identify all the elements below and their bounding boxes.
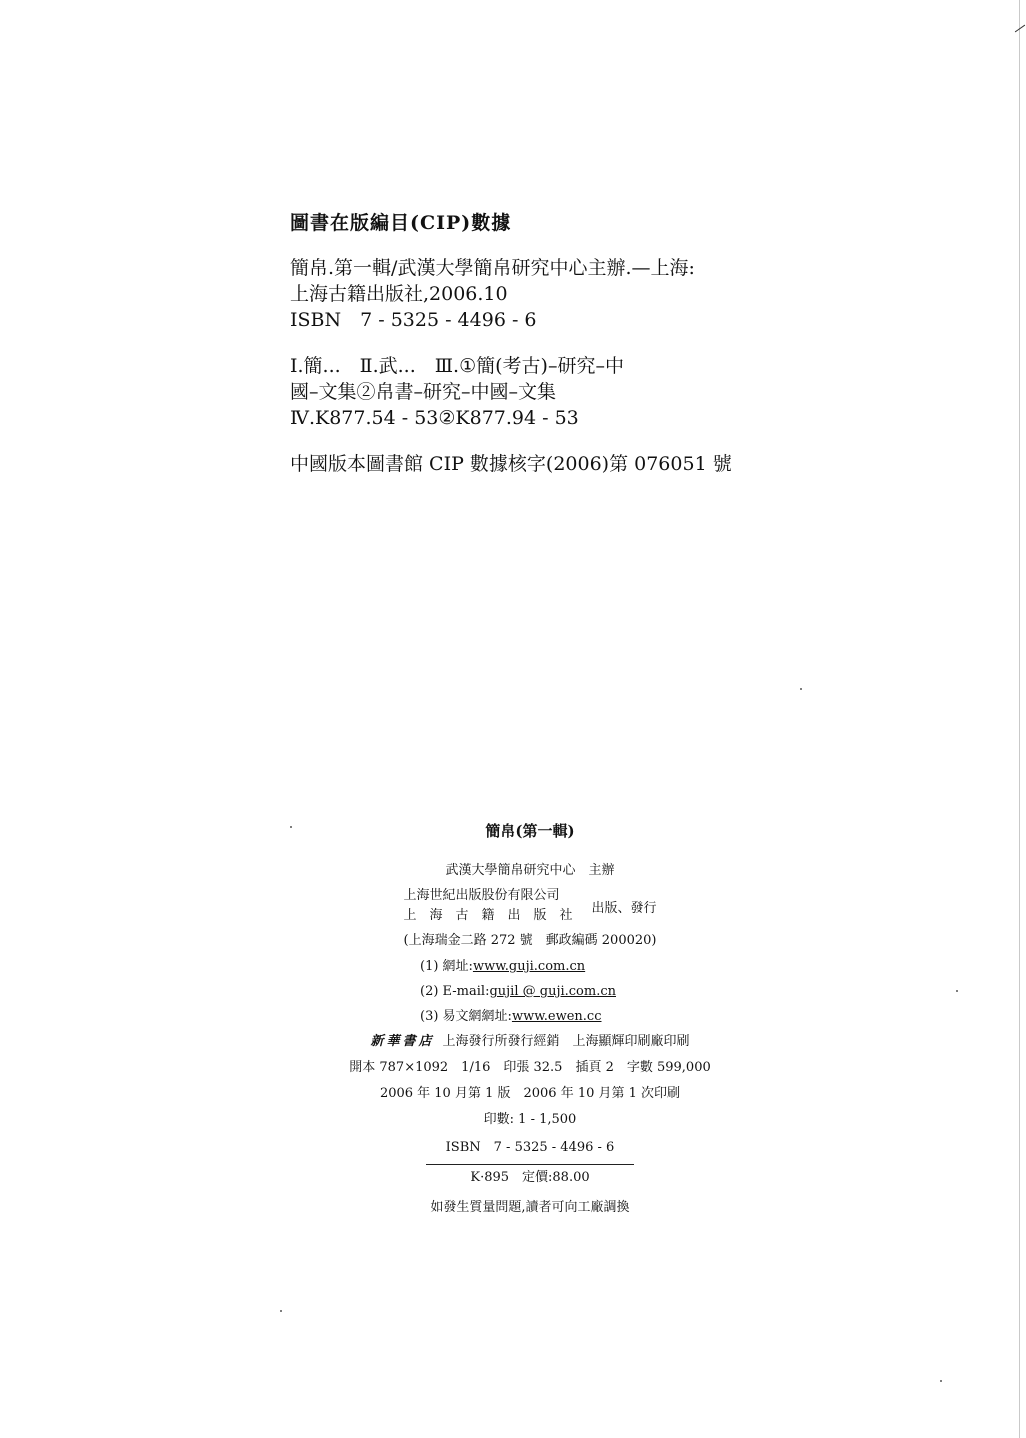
distribution-text: 上海發行所發行經銷 上海顯輝印刷廠印刷: [442, 1034, 690, 1049]
colophon-specs: 開本 787×1092 1/16 印張 32.5 插頁 2 字數 599,000: [349, 1060, 711, 1075]
cip-record-number: 中國版本圖書館 CIP 數據核字(2006)第 076051 號: [290, 453, 732, 475]
web-2-link[interactable]: gujil @ guji.com.cn: [489, 984, 616, 999]
colophon-title: 簡帛(第一輯): [485, 822, 575, 840]
colophon-web-2: [320, 979, 740, 1004]
scan-speck: [956, 990, 958, 992]
cip-data-block: [290, 208, 810, 497]
colophon-web-1: [320, 954, 740, 979]
colophon-isbn-row: [320, 1133, 740, 1159]
scan-speck: [940, 1380, 942, 1382]
colophon-publishers: [320, 884, 740, 928]
scan-speck: [280, 1310, 282, 1312]
scan-speck: [290, 826, 292, 828]
publisher-2: 上海古籍出版社: [403, 908, 586, 923]
colophon-edition: 2006 年 10 月第 1 版 2006 年 10 月第 1 次印刷: [379, 1086, 681, 1101]
cip-heading: 圖書在版編目(CIP)數據: [290, 212, 512, 234]
cip-subjects: [290, 353, 810, 431]
colophon-distribution: [320, 1029, 740, 1055]
colophon-address: (上海瑞金二路 272 號 郵政編碼 200020): [403, 933, 657, 948]
colophon-notice: 如發生質量問題,讀者可向工廠調換: [430, 1200, 630, 1215]
colophon-editor: 武漢大學簡帛研究中心 主辦: [445, 863, 615, 878]
publisher-1: 上海世紀出版股份有限公司: [403, 888, 560, 903]
cip-record: [290, 255, 810, 333]
scan-edge-mark: [1015, 25, 1025, 33]
cip-subject-line: Ⅰ.簡... Ⅱ.武... Ⅲ.①簡(考古)–研究–中: [290, 355, 624, 377]
web-1-label: (1) 網址:: [420, 959, 473, 974]
publisher-role: 出版、發行: [591, 900, 657, 916]
web-1-link[interactable]: www.guji.com.cn: [472, 959, 586, 974]
cip-subject-line: Ⅳ.K877.54 - 53②K877.94 - 53: [290, 407, 579, 429]
colophon-web-3: [320, 1004, 740, 1029]
web-3-label: (3) 易文網網址:: [420, 1009, 512, 1024]
cip-subject-line: 國–文集②帛書–研究–中國–文集: [290, 381, 557, 403]
colophon-print-run: 印數: 1 - 1,500: [483, 1112, 577, 1127]
cip-record-line: 上海古籍出版社,2006.10: [290, 283, 508, 305]
cip-record-line: ISBN 7 - 5325 - 4496 - 6: [290, 309, 537, 331]
colophon: [320, 820, 740, 1221]
xinhua-bookstore-logo: 新華書店: [370, 1034, 435, 1049]
colophon-price: K·895 定價:88.00: [470, 1170, 590, 1185]
web-2-label: (2) E-mail:: [420, 984, 490, 999]
web-3-link[interactable]: www.ewen.cc: [511, 1009, 602, 1024]
colophon-isbn: ISBN 7 - 5325 - 4496 - 6: [426, 1135, 635, 1165]
publisher-names: [403, 886, 585, 926]
scan-speck: [800, 688, 802, 690]
scan-page-edge: [1019, 0, 1020, 1438]
cip-record-line: 簡帛.第一輯/武漢大學簡帛研究中心主辦.—上海:: [290, 257, 695, 279]
